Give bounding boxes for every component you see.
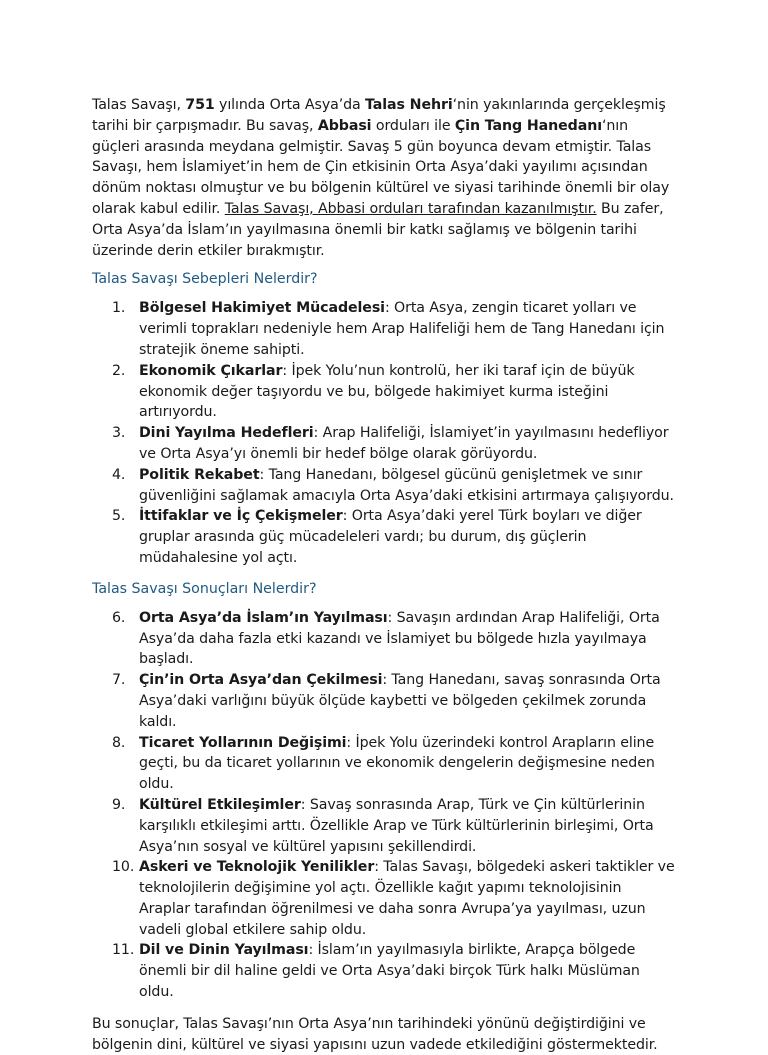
list-item-text: : Orta Asya, zengin ticaret yolları ve verimli toprakları nedeniyle hem Arap Halifeliği hem de Tang Hanedanı için stratejik öneme sahipti. <box>139 300 665 358</box>
list-item-text: : Talas Savaşı, bölgedeki askeri taktikler ve teknolojilerin değişimine yol açtı. Özellikle kağıt yapımı teknolojisinin Araplar tarafından öğrenilmesi ve daha sonra Avrupa’ya yayılması, uzun vadeli global etkilere sahip oldu. <box>139 859 675 938</box>
results-list <box>92 608 676 1003</box>
list-item-number: 8. <box>112 734 126 751</box>
intro-river: Talas Nehri <box>365 97 453 113</box>
list-item-number: 2. <box>112 362 126 379</box>
intro-text: ‘nın güçleri arasında meydana gelmiştir. Savaş 5 gün boyunca devam etmiştir. Talas Savaşı, hem İslamiyet’in hem de Çin etkisinin Orta Asya’daki yayılımı açısından dönüm noktası olmuştur ve bu bölgenin kültürel ve siyasi tarihinde önemli bir olay olarak kabul edilir. <box>92 117 670 217</box>
list-item-number: 1. <box>112 300 126 317</box>
list-item <box>92 795 676 857</box>
list-item-text: : Tang Hanedanı, bölgesel gücünü genişletmek ve sınır güvenliğini sağlamak amacıyla Orta Asya’daki etkisini artırmaya çalışıyordu. <box>139 466 674 504</box>
list-item-title: Bölgesel Hakimiyet Mücadelesi <box>139 300 385 317</box>
list-item-number: 11. <box>112 942 135 959</box>
intro-text: ‘nin yakınlarında gerçekleşmiş tarihi bir çarpışmadır. Bu savaş, <box>92 97 666 134</box>
list-item <box>92 940 676 1002</box>
list-item-text: : Savaşın ardından Arap Halifeliği, Orta Asya’da daha fazla etki kazandı ve İslamiyet bu bölgede hızla yayılmaya başladı. <box>139 609 660 668</box>
intro-text: yılında Orta Asya’da <box>214 97 366 113</box>
list-item-title: Çin’in Orta Asya’dan Çekilmesi <box>139 672 383 689</box>
intro-abbasi: Abbasi <box>317 117 372 134</box>
list-item-text: : Tang Hanedanı, savaş sonrasında Orta Asya’daki varlığını büyük ölçüde kaybetti ve bölgeden çekilmek zorunda kaldı. <box>139 672 661 730</box>
list-item <box>92 298 676 360</box>
section-heading-results: Talas Savaşı Sonuçları Nelerdir? <box>92 580 317 597</box>
list-item-title: Dil ve Dinin Yayılması <box>139 942 309 959</box>
list-item-number: 3. <box>112 425 126 442</box>
intro-text: orduları ile <box>371 117 455 134</box>
list-item-title: Dini Yayılma Hedefleri <box>139 425 314 442</box>
intro-text: Bu zafer, Orta Asya’da İslam’ın yayılmasına önemli bir katkı sağlamış ve bölgenin tarihi üzerinde derin etkiler bırakmıştır. <box>92 200 664 259</box>
list-item-number: 6. <box>112 609 126 626</box>
list-item-title: Politik Rekabet <box>139 466 260 483</box>
list-item-text: : Orta Asya’daki yerel Türk boyları ve diğer gruplar arasında güç mücadeleleri vardı; bu durum, dış güçlerin müdahalesine yol açtı. <box>139 508 642 566</box>
list-item <box>92 423 676 465</box>
list-item <box>92 361 676 423</box>
closing-paragraph: Bu sonuçlar, Talas Savaşı’nın Orta Asya’nın tarihindeki yönünü değiştirdiğini ve bölgenin dini, kültürel ve siyasi yapısını uzun vadede etkilediğini göstermektedir. <box>92 1015 658 1053</box>
intro-text: Talas Savaşı, <box>92 97 186 113</box>
causes-list <box>92 298 676 568</box>
list-item-title: Kültürel Etkileşimler <box>139 796 301 813</box>
list-item-title: Ticaret Yollarının Değişimi <box>139 734 347 751</box>
list-item-text: : İslam’ın yayılmasıyla birlikte, Arapça bölgede önemli bir dil haline geldi ve Orta Asya’daki birçok Türk halkı Müslüman oldu. <box>139 942 640 1001</box>
list-item <box>92 608 676 670</box>
section-heading-causes: Talas Savaşı Sebepleri Nelerdir? <box>92 271 318 288</box>
list-item-title: Orta Asya’da İslam’ın Yayılması <box>139 609 388 626</box>
list-item <box>92 670 676 732</box>
list-item-text: : Arap Halifeliği, İslamiyet’in yayılmasını hedefliyor ve Orta Asya’yı önemli bir hedef bölge olarak görüyordu. <box>139 425 669 462</box>
list-item <box>92 857 676 940</box>
list-item-number: 10. <box>112 859 135 876</box>
intro-tang: Çin Tang Hanedanı <box>454 117 602 134</box>
list-item <box>92 465 676 507</box>
list-item-title: Ekonomik Çıkarlar <box>139 362 283 379</box>
list-item-title: İttifaklar ve İç Çekişmeler <box>139 508 343 525</box>
list-item-number: 5. <box>112 508 126 525</box>
list-item-number: 7. <box>112 672 126 689</box>
list-item-number: 4. <box>112 466 126 483</box>
list-item <box>92 733 676 795</box>
intro-paragraph <box>92 95 676 261</box>
intro-year: 751 <box>185 97 215 113</box>
intro-underlined: Talas Savaşı, Abbasi orduları tarafından kazanılmıştır. <box>224 200 597 217</box>
list-item-title: Askeri ve Teknolojik Yenilikler <box>139 859 375 876</box>
list-item-text: : İpek Yolu üzerindeki kontrol Arapların eline geçti, bu da ticaret yollarının ve ekonomik dengelerin değişmesine neden oldu. <box>139 734 655 793</box>
list-item-text: : İpek Yolu’nun kontrolü, her iki taraf için de büyük ekonomik değer taşıyordu ve bu, bölgede hakimiyet kurma isteğini artırıyordu. <box>139 362 635 421</box>
list-item-number: 9. <box>112 796 126 813</box>
list-item <box>92 506 676 568</box>
list-item-text: : Savaş sonrasında Arap, Türk ve Çin kültürlerinin karşılıklı etkileşimi arttı. Özellikle Arap ve Türk kültürlerinin birleşimi, Orta Asya’nın sosyal ve kültürel yapısını şekillendirdi. <box>139 796 654 855</box>
